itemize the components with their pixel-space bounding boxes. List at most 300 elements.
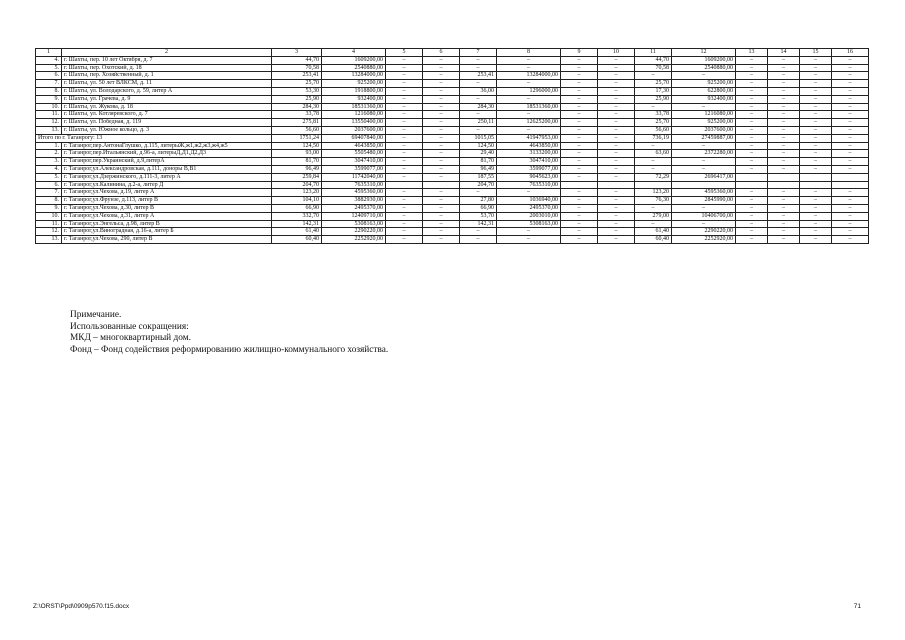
table-cell: 2252920,00 [672, 236, 736, 244]
address-cell: г. Таганрог,ул.Чехова, д.31, литер А [62, 212, 272, 220]
row-number-cell: 7. [36, 80, 62, 88]
table-cell: – [598, 236, 635, 244]
row-number-cell: 8. [36, 87, 62, 95]
table-cell: – [423, 56, 460, 64]
table-cell: – [800, 72, 832, 80]
table-cell: – [561, 165, 598, 173]
table-cell: – [423, 119, 460, 127]
row-number-cell: 5. [36, 64, 62, 72]
table-cell [736, 173, 768, 181]
table-cell: – [832, 220, 869, 228]
row-number-cell: 11. [36, 220, 62, 228]
footer-page-number: 71 [853, 603, 861, 610]
table-cell: – [672, 142, 736, 150]
table-cell: – [386, 220, 423, 228]
table-cell: – [423, 220, 460, 228]
table-cell: – [832, 72, 869, 80]
table-cell: 7635310,00 [322, 181, 386, 189]
table-cell: 275,81 [272, 119, 322, 127]
table-cell: – [460, 236, 497, 244]
table-cell: – [800, 64, 832, 72]
table-row [36, 212, 869, 220]
table-cell: – [497, 56, 561, 64]
table-cell: 36,00 [460, 87, 497, 95]
table-cell: – [423, 150, 460, 158]
table-cell: 56,60 [635, 126, 672, 134]
address-cell: г. Таганрог,ул.Чехова, д.19, литер А [62, 189, 272, 197]
table-cell: – [598, 142, 635, 150]
table-row [36, 165, 869, 173]
table-cell: – [768, 228, 800, 236]
table-cell: – [423, 95, 460, 103]
table-cell: – [386, 158, 423, 166]
table-cell: – [497, 189, 561, 197]
table-cell: – [561, 212, 598, 220]
table-cell: – [768, 158, 800, 166]
table-cell: 10406700,00 [672, 212, 736, 220]
table-row [36, 111, 869, 119]
table-cell: – [768, 142, 800, 150]
row-number-cell: 6. [36, 181, 62, 189]
table-cell: – [768, 80, 800, 88]
table-cell: – [800, 103, 832, 111]
table-cell: 17,30 [635, 87, 672, 95]
table-cell: – [736, 87, 768, 95]
table-cell: 124,50 [272, 142, 322, 150]
table-cell: – [598, 72, 635, 80]
table-cell: 925200,00 [672, 80, 736, 88]
table-cell: 3599077,00 [322, 165, 386, 173]
table-cell: 18531360,00 [497, 103, 561, 111]
table-cell: 93,00 [272, 150, 322, 158]
address-cell: г. Таганрог,ул.Энгельса, д.98, литер В [62, 220, 272, 228]
row-number-cell: 9. [36, 95, 62, 103]
table-cell: – [386, 64, 423, 72]
table-cell: – [386, 134, 423, 142]
table-cell: – [460, 80, 497, 88]
table-cell: – [800, 220, 832, 228]
table-cell: 61,40 [272, 228, 322, 236]
table-cell: – [386, 173, 423, 181]
table-cell: – [423, 158, 460, 166]
table-cell: 332,70 [272, 212, 322, 220]
address-cell: г. Таганрог,ул.Александровская, д.111, доноры В,В1 [62, 165, 272, 173]
address-cell: г. Шахты, ул. Володарского, д. 59, литер А [62, 87, 272, 95]
header-cell: 1 [36, 49, 62, 57]
table-cell: – [561, 189, 598, 197]
table-cell: – [832, 150, 869, 158]
table-cell: – [768, 72, 800, 80]
table-cell: – [736, 64, 768, 72]
table-row [36, 95, 869, 103]
table-cell: – [561, 87, 598, 95]
header-cell: 4 [322, 49, 386, 57]
table-cell: – [800, 197, 832, 205]
table-cell: – [768, 95, 800, 103]
table-cell: 4595360,00 [322, 189, 386, 197]
table-cell: – [768, 189, 800, 197]
table-cell: 253,41 [460, 72, 497, 80]
table-body [36, 49, 869, 244]
header-cell: 10 [598, 49, 635, 57]
table-cell: – [598, 64, 635, 72]
table-cell: – [561, 158, 598, 166]
table-cell: – [800, 212, 832, 220]
table-cell: – [386, 56, 423, 64]
table-row [36, 56, 869, 64]
table-cell: – [635, 220, 672, 228]
table-cell: – [800, 228, 832, 236]
table-cell: 13284000,00 [322, 72, 386, 80]
row-number-cell: 8. [36, 197, 62, 205]
table-cell: 69407840,00 [322, 134, 386, 142]
table-row [36, 87, 869, 95]
table-cell: 60,40 [635, 236, 672, 244]
notes-block [70, 310, 388, 356]
header-cell: 6 [423, 49, 460, 57]
table-cell: 66,90 [460, 204, 497, 212]
table-cell: – [423, 197, 460, 205]
table-cell: 2252920,00 [322, 236, 386, 244]
address-cell: г. Шахты, пер. Охотский, д. 18 [62, 64, 272, 72]
table-cell: – [561, 134, 598, 142]
table-cell: – [832, 236, 869, 244]
table-cell: 2290220,00 [322, 228, 386, 236]
table-cell: 259,84 [272, 173, 322, 181]
table-cell: 4643850,00 [322, 142, 386, 150]
table-cell: – [800, 134, 832, 142]
table-cell: 44,70 [635, 56, 672, 64]
table-cell [635, 181, 672, 189]
table-cell: – [423, 236, 460, 244]
row-number-cell: 2. [36, 150, 62, 158]
header-cell: 8 [497, 49, 561, 57]
table-cell: – [832, 111, 869, 119]
table-cell: – [635, 142, 672, 150]
table-cell: – [800, 165, 832, 173]
table-cell: – [768, 56, 800, 64]
table-cell: 204,70 [460, 181, 497, 189]
table-row [36, 189, 869, 197]
table-cell: – [800, 126, 832, 134]
address-cell: г. Шахты, ул. Котляревского, д. 7 [62, 111, 272, 119]
table-cell: 2003010,00 [497, 212, 561, 220]
table-cell: – [672, 72, 736, 80]
table-cell [598, 181, 635, 189]
table-cell: 3133200,00 [497, 150, 561, 158]
table-cell: 284,30 [272, 103, 322, 111]
table-cell: 204,70 [272, 181, 322, 189]
table-cell [736, 181, 768, 189]
table-cell: 1216080,00 [322, 111, 386, 119]
header-cell: 11 [635, 49, 672, 57]
table-cell: – [832, 103, 869, 111]
table-cell: – [736, 72, 768, 80]
table-row [36, 119, 869, 127]
table-cell: 12625200,00 [497, 119, 561, 127]
table-cell: – [768, 111, 800, 119]
table-cell: – [768, 236, 800, 244]
table-cell: – [800, 236, 832, 244]
row-number-cell: 7. [36, 189, 62, 197]
table-cell: – [561, 126, 598, 134]
table-cell: 187,55 [460, 173, 497, 181]
table-cell: – [736, 212, 768, 220]
header-cell: 12 [672, 49, 736, 57]
table-cell: – [497, 64, 561, 72]
address-cell: г. Таганрог,ул.Чехова, д.30, литер В [62, 204, 272, 212]
table-cell: 3047410,00 [322, 158, 386, 166]
table-cell: – [832, 56, 869, 64]
table-cell: 925200,00 [672, 119, 736, 127]
header-cell: 9 [561, 49, 598, 57]
table-cell: – [635, 165, 672, 173]
table-cell [423, 181, 460, 189]
table-cell: 142,31 [460, 220, 497, 228]
table-cell: – [561, 204, 598, 212]
table-cell: 932400,00 [672, 95, 736, 103]
table-cell: – [598, 80, 635, 88]
table-cell: – [386, 165, 423, 173]
note-title: Примечание. [70, 310, 122, 320]
table-cell: 25,70 [635, 119, 672, 127]
total-row [36, 134, 869, 142]
table-cell: – [800, 119, 832, 127]
table-cell: – [832, 204, 869, 212]
table-cell: 96,49 [460, 165, 497, 173]
table-cell: – [768, 87, 800, 95]
table-row [36, 126, 869, 134]
table-cell: 63,60 [635, 150, 672, 158]
table-cell: – [800, 80, 832, 88]
table-cell: 1918800,00 [322, 87, 386, 95]
table-cell: 70,58 [635, 64, 672, 72]
table-cell: – [561, 119, 598, 127]
table-cell [832, 173, 869, 181]
table-cell: 3599077,00 [497, 165, 561, 173]
table-cell: – [832, 228, 869, 236]
table-cell: 4643850,00 [497, 142, 561, 150]
table-cell: – [736, 103, 768, 111]
table-cell: 25,70 [272, 80, 322, 88]
table-cell: – [635, 72, 672, 80]
table-cell: – [768, 134, 800, 142]
table-cell: – [800, 87, 832, 95]
table-cell: – [635, 158, 672, 166]
table-cell: 2495370,00 [497, 204, 561, 212]
row-number-cell: 9. [36, 204, 62, 212]
table-cell: – [423, 134, 460, 142]
table-cell: – [800, 158, 832, 166]
table-cell: 2845990,00 [672, 197, 736, 205]
table-cell: – [460, 111, 497, 119]
table-cell: 2540880,00 [672, 64, 736, 72]
table-cell: – [423, 173, 460, 181]
table-cell: – [736, 111, 768, 119]
address-cell: г. Шахты, ул. 50 лет ВЛКСМ, д. 11 [62, 80, 272, 88]
table-cell: – [832, 197, 869, 205]
table-row [36, 64, 869, 72]
table-row [36, 236, 869, 244]
housing-table [35, 48, 869, 244]
address-cell: г. Таганрог,ул.Виноградная, д.16-а, литер Б [62, 228, 272, 236]
table-cell: 104,10 [272, 197, 322, 205]
table-cell: – [736, 80, 768, 88]
table-cell: 123,20 [635, 189, 672, 197]
table-row [36, 204, 869, 212]
table-row [36, 142, 869, 150]
table-cell: – [598, 220, 635, 228]
table-cell: – [386, 87, 423, 95]
header-cell: 2 [62, 49, 272, 57]
table-row [36, 80, 869, 88]
table-cell: – [832, 119, 869, 127]
table-cell: 3047410,00 [497, 158, 561, 166]
total-label-cell: Итого по г. Таганрогу: 13 [36, 134, 272, 142]
table-cell: 279,00 [635, 212, 672, 220]
table-cell: 1609200,00 [672, 56, 736, 64]
table-cell: – [386, 212, 423, 220]
table-cell: – [598, 150, 635, 158]
table-cell: – [598, 119, 635, 127]
row-number-cell: 12. [36, 228, 62, 236]
table-row [36, 103, 869, 111]
table-cell: 13284000,00 [497, 72, 561, 80]
table-cell: – [561, 72, 598, 80]
table-cell: 2037600,00 [672, 126, 736, 134]
table-cell: – [561, 173, 598, 181]
table-row [36, 197, 869, 205]
table-cell: – [423, 72, 460, 80]
table-cell [386, 181, 423, 189]
table-cell: 13550400,00 [322, 119, 386, 127]
row-number-cell: 4. [36, 56, 62, 64]
table-cell: – [423, 142, 460, 150]
table-cell: 70,58 [272, 64, 322, 72]
table-cell: – [561, 236, 598, 244]
table-cell: – [561, 64, 598, 72]
table-cell: – [598, 212, 635, 220]
table-cell: – [832, 142, 869, 150]
table-cell: – [598, 56, 635, 64]
table-cell: 2372280,00 [672, 150, 736, 158]
table-cell: – [423, 126, 460, 134]
table-cell: – [736, 126, 768, 134]
table-cell: – [768, 119, 800, 127]
table-cell: – [423, 228, 460, 236]
table-cell: 29,40 [460, 150, 497, 158]
table-cell: – [561, 56, 598, 64]
note-fund-abbreviation: Фонд – Фонд содействия реформированию жилищно-коммунального хозяйства. [70, 344, 389, 355]
table-header-row [36, 49, 869, 57]
table-cell: – [497, 80, 561, 88]
table-cell: 33,78 [635, 111, 672, 119]
table-cell: – [736, 56, 768, 64]
table-cell: 60,40 [272, 236, 322, 244]
table-cell: – [386, 150, 423, 158]
table-row [36, 173, 869, 181]
table-row [36, 150, 869, 158]
table-cell: 56,60 [272, 126, 322, 134]
table-cell: – [800, 56, 832, 64]
header-cell: 15 [800, 49, 832, 57]
table-cell: – [423, 165, 460, 173]
table-cell: 25,90 [272, 95, 322, 103]
table-cell: – [768, 220, 800, 228]
table-cell [768, 173, 800, 181]
table-cell: 18531360,00 [322, 103, 386, 111]
table-cell: – [423, 111, 460, 119]
table-cell: – [423, 103, 460, 111]
table-cell: – [598, 134, 635, 142]
table-cell: – [561, 150, 598, 158]
table-cell: – [598, 173, 635, 181]
table-cell: – [561, 103, 598, 111]
table-cell: – [460, 189, 497, 197]
address-cell: г. Таганрог,ул.Чехова, 290, литер В [62, 236, 272, 244]
table-cell: 5505480,00 [322, 150, 386, 158]
table-cell: – [598, 204, 635, 212]
table-cell: – [386, 142, 423, 150]
header-cell: 3 [272, 49, 322, 57]
table-cell: – [386, 189, 423, 197]
table-cell: 2696417,00 [672, 173, 736, 181]
note-mkd-abbreviation: МКД – многоквартирный дом. [70, 333, 191, 343]
table-cell: 4595360,00 [672, 189, 736, 197]
address-cell: г. Таганрог,пер.АнтонаГлушко, д.115, литерыЖ,ж1,ж2,ж3,ж4,ж5 [62, 142, 272, 150]
table-cell: 81,70 [272, 158, 322, 166]
row-number-cell: 13. [36, 126, 62, 134]
header-cell: 7 [460, 49, 497, 57]
table-cell [561, 181, 598, 189]
table-cell: – [561, 80, 598, 88]
table-cell: – [423, 87, 460, 95]
table-row [36, 158, 869, 166]
address-cell: г. Шахты, ул. Жукова, д. 18 [62, 103, 272, 111]
table-cell: – [423, 212, 460, 220]
table-cell: – [672, 158, 736, 166]
table-cell: – [736, 142, 768, 150]
table-row [36, 228, 869, 236]
table-cell: – [386, 95, 423, 103]
table-cell: 2037600,00 [322, 126, 386, 134]
table-cell [800, 173, 832, 181]
table-cell: – [768, 197, 800, 205]
table-cell: – [423, 204, 460, 212]
table-cell: – [832, 95, 869, 103]
table-cell: – [768, 204, 800, 212]
table-cell: 25,70 [635, 80, 672, 88]
table-cell: 7635310,00 [497, 181, 561, 189]
table-cell: – [768, 103, 800, 111]
row-number-cell: 3. [36, 158, 62, 166]
address-cell: г. Таганрог,ул.Калинина, д.2-а, литер Д [62, 181, 272, 189]
table-cell: – [736, 220, 768, 228]
header-cell: 16 [832, 49, 869, 57]
table-cell [832, 181, 869, 189]
table-row [36, 220, 869, 228]
header-cell: 14 [768, 49, 800, 57]
table-cell: 5308163,00 [322, 220, 386, 228]
table-cell: – [386, 126, 423, 134]
table-cell: 53,30 [272, 87, 322, 95]
table-cell: – [598, 103, 635, 111]
table-cell: – [598, 95, 635, 103]
table-cell: – [832, 87, 869, 95]
table-cell: – [460, 64, 497, 72]
table-cell: 33,78 [272, 111, 322, 119]
table-cell: 284,30 [460, 103, 497, 111]
